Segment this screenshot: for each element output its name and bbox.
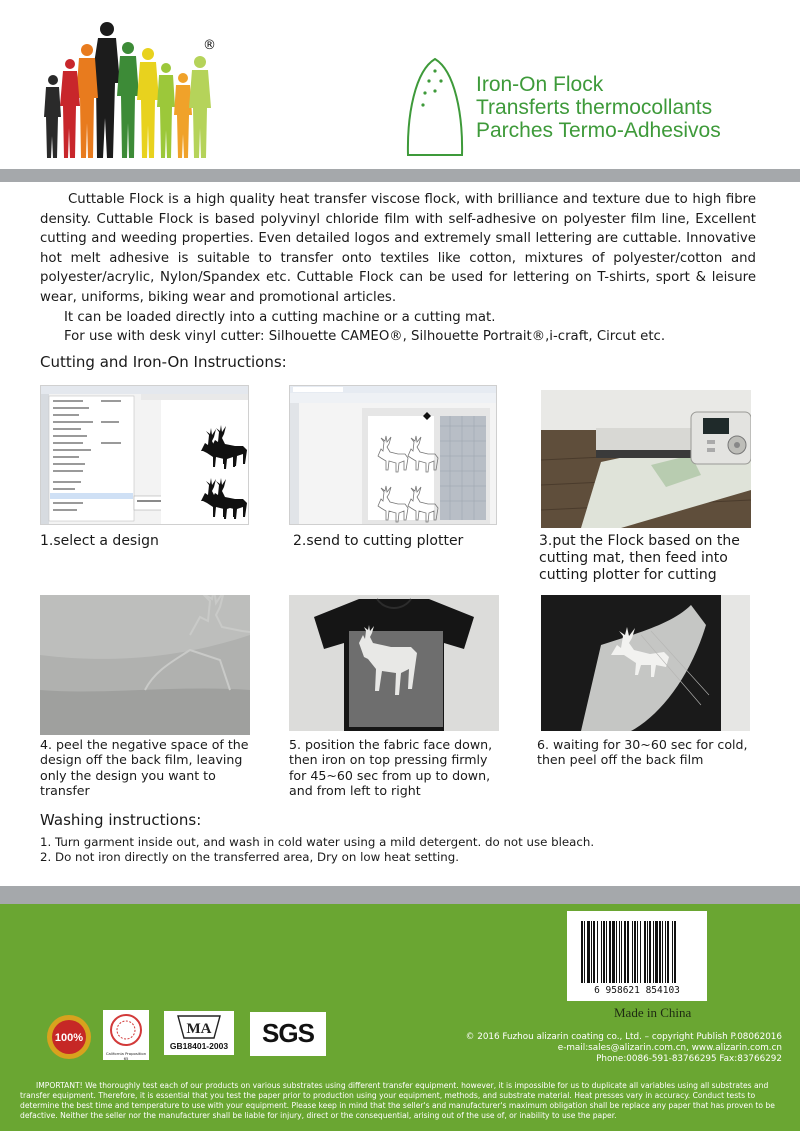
step-1-image [40,385,249,525]
ma-logo-icon [164,1013,234,1041]
intro-cutter-note: For use with desk vinyl cutter: Silhouette CAMEO®, Silhouette Portrait®,i-craft, Circut etc. [64,329,666,345]
barcode-bar [634,921,636,983]
step-5-caption: 5. position the fabric face down, then iron on top pressing firmly for 45~60 sec from up to down, and from left to right [289,737,493,799]
barcode-bar [649,921,651,983]
barcode-bar [632,921,633,983]
peel-film-photo [541,595,750,731]
made-in-label: Made in China [614,1005,692,1020]
cutting-software-screenshot [290,386,497,525]
step-4-caption: 4. peel the negative space of the design off the back film, leaving only the design you want to transfer [40,737,249,799]
barcode-bar [653,921,654,983]
barcode-bar [601,921,602,983]
step-3-caption: 3.put the Flock based on the cutting mat, then feed into cutting plotter for cutting [539,533,740,583]
barcode-number: 6 958621 854103 [594,985,680,996]
barcode-bar [674,921,676,983]
washing-heading: Washing instructions: [40,811,202,829]
cutting-plotter-photo [541,390,751,528]
barcode-bar [640,921,641,983]
step-6-caption: 6. waiting for 30~60 sec for cold, then peel off the back film [537,737,748,768]
washing-list [40,835,594,865]
barcode-bar [591,921,592,983]
footer-divider [0,886,800,904]
step-5-image [289,595,499,731]
sgs-badge [250,1012,326,1056]
header [0,0,800,168]
email-line: e-mail:sales@alizarin.com.cn, www.alizarin.com.cn [557,1042,782,1053]
barcode [567,911,707,1001]
software-screenshot [41,386,249,525]
registered-mark: ® [203,38,216,53]
barcode-bar [644,921,646,983]
barcode-bar [665,921,666,983]
barcode-bar [584,921,585,983]
barcode-bar [587,921,590,983]
ma-mark-text: MA [186,1021,212,1037]
barcode-bar [597,921,598,983]
company-info [466,1032,782,1064]
phone-line: Phone:0086-591-83766295 Fax:83766292 [596,1053,782,1064]
barcode-bar [612,921,615,983]
step-2-image [289,385,497,525]
barcode-bar [609,921,611,983]
title-french: Transferts thermocollants [476,96,713,119]
badge-100-percent [44,1012,94,1062]
barcode-bar [616,921,617,983]
step-6-image [541,595,750,731]
barcode-bar [647,921,648,983]
ca-seal-icon [103,1010,149,1052]
weeding-photo [40,595,250,735]
sgs-label: SGS [262,1018,314,1048]
barcode-bar [637,921,638,983]
product-title [476,73,721,142]
barcode-bar [672,921,673,983]
ca-prop65-badge [103,1010,149,1060]
barcode-bar [621,921,622,983]
barcode-bar [593,921,595,983]
barcode-bar [581,921,583,983]
barcode-bars [567,917,707,989]
barcode-bar [655,921,658,983]
ma-cert-badge [164,1011,234,1055]
important-disclaimer: IMPORTANT! We thoroughly test each of our products on various substrates using different transfer equipment. however, it is impossible for us to duplicate all variables using all substrates and transfer equipment. Therefore, it is essential that you test the paper prior to production using your equipment, methods, and substrate material. Heat presses vary in accuracy. Conduct tests to determine the best time and temperature to use with your equipment. Please keep in mind that the seller's and manufacturer's maximum obligation shall be replace any paper that has proven to be defactive. Neither the seller nor the manufacturer shall be liable for injury, direct or the consequential, arising out of the use of, or inability to use the paper. [20,1081,775,1120]
copyright-line: © 2016 Fuzhou alizarin coating co., Ltd. – copyright Publish P.08062016 [465,1032,782,1042]
barcode-bar [619,921,620,983]
barcode-bar [667,921,669,983]
title-english: Iron-On Flock [476,73,604,96]
family-silhouette-logo [40,18,220,158]
barcode-bar [624,921,626,983]
ca-prop65-label: California Proposition 65 [105,1051,147,1061]
intro-loading-note: It can be loaded directly into a cutting machine or a cutting mat. [64,309,496,325]
iron-icon [405,55,465,160]
tshirt-iron-photo [289,595,499,731]
product-description [40,190,756,347]
washing-item: 1. Turn garment inside out, and wash in cold water using a mild detergent. do not use bleach. [40,835,595,849]
barcode-bar [659,921,661,983]
barcode-bar [662,921,663,983]
barcode-bar [603,921,605,983]
title-spanish: Parches Termo-Adhesivos [476,119,721,142]
ma-code: GB18401-2003 [169,1041,229,1051]
step-4-image [40,595,250,735]
step-3-image [541,390,751,528]
badge-100-text: 100% [54,1032,84,1044]
instructions-heading: Cutting and Iron-On Instructions: [40,353,287,371]
header-divider [0,169,800,182]
step-2-caption: 2.send to cutting plotter [293,533,464,549]
washing-item: 2. Do not iron directly on the transferred area, Dry on low heat setting. [40,850,459,864]
intro-paragraph: Cuttable Flock is a high quality heat transfer viscose flock, with brilliance and texture due to high fibre density. Cuttable Flock is based polyvinyl chloride film with self-adhesive on polyester film line, Excellent cutting and weeding properties. Even detailed logos and extremely small lettering are cuttable. Innovative hot melt adhesive is suitable to transfer onto textiles like cotton, mixtures of polyester/cotton and polyester/acrylic, Nylon/Spandex etc. Cuttable Flock can be used for lettering on T-shirts, sport & leisure wear, uniforms, biking wear and promotional articles. [40,192,756,305]
step-1-caption: 1.select a design [40,533,159,549]
barcode-bar [606,921,607,983]
barcode-bar [627,921,629,983]
